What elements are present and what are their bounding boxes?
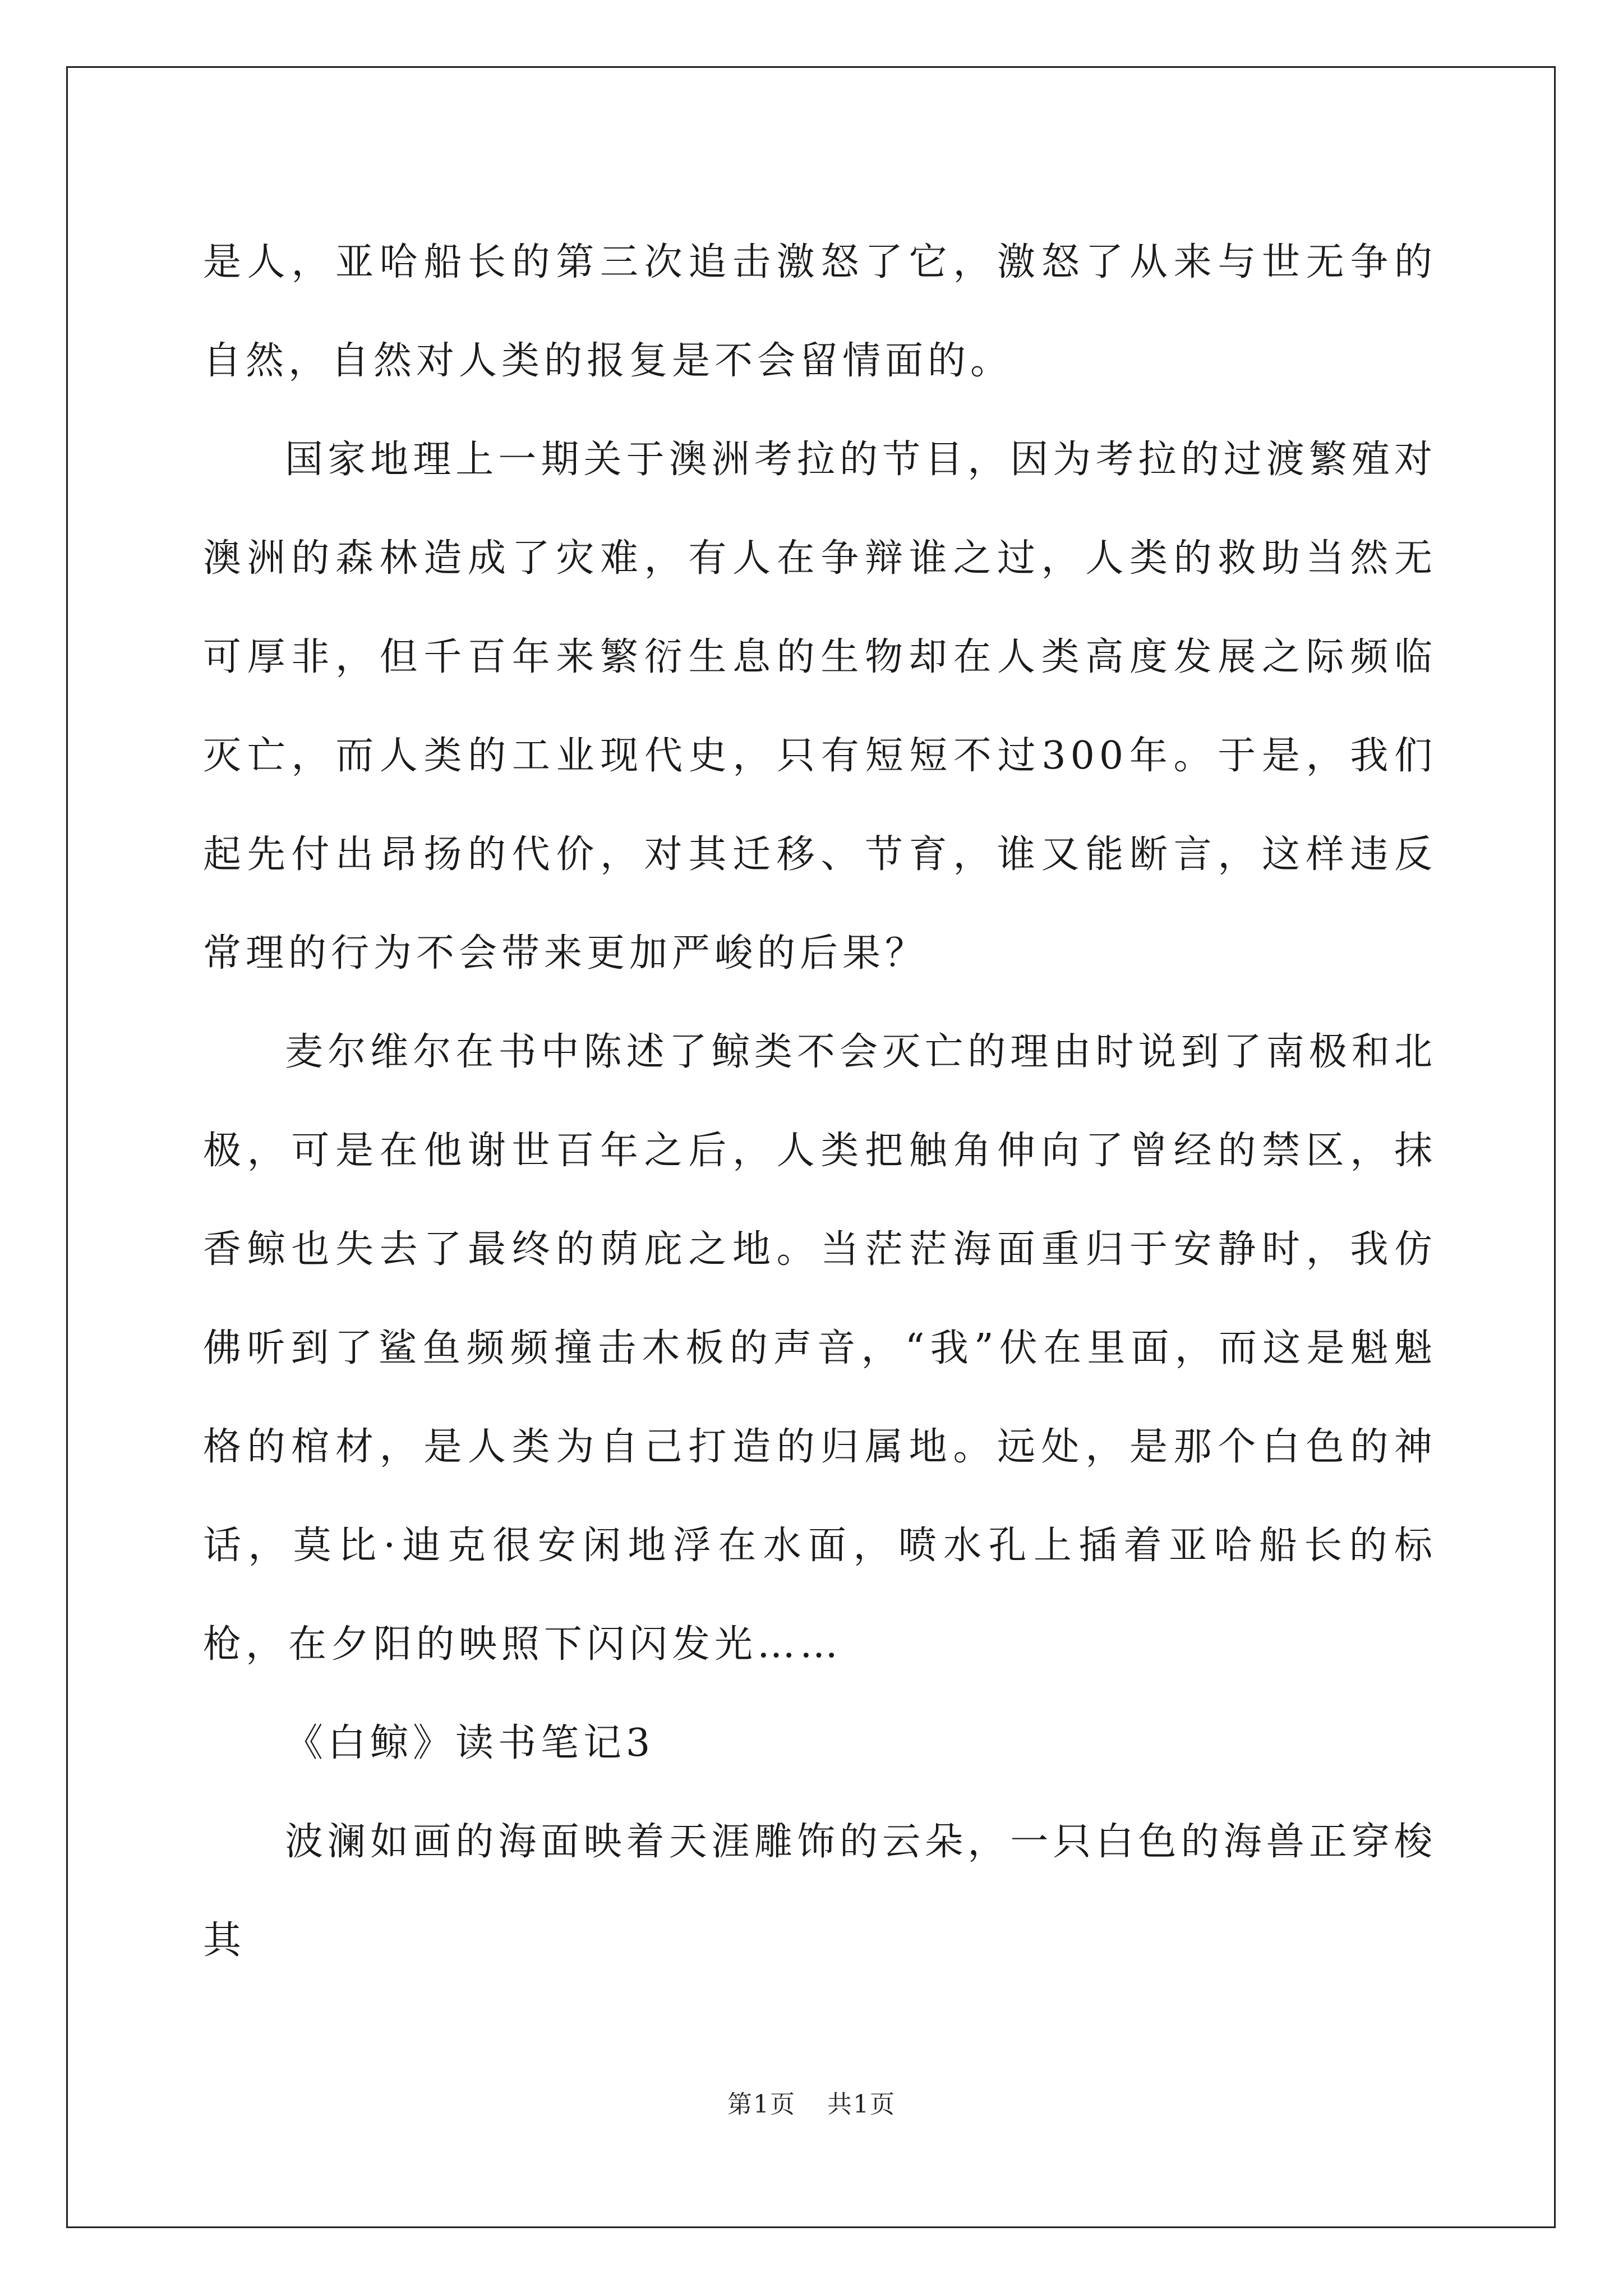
document-body [203,213,1437,1990]
section-heading: 《白鲸》读书笔记3 [285,1721,655,1765]
paragraph-4: 波澜如画的海面映着天涯雕饰的云朵，一只白色的海兽正穿梭其 [203,1820,1437,1963]
page-footer [0,2088,1623,2122]
paragraph-1: 是人，亚哈船长的第三次追击激怒了它，激怒了从来与世无争的自然，自然对人类的报复是不会留情面的。 [203,240,1437,383]
paragraph-2: 国家地理上一期关于澳洲考拉的节目，因为考拉的过渡繁殖对澳洲的森林造成了灾难，有人在争辩谁之过，人类的救助当然无可厚非，但千百年来繁衍生息的生物却在人类高度发展之际频临灭亡，而人类的工业现代史，只有短短不过300年。于是，我们起先付出昂扬的代价，对其迁移、节育，谁又能断言，这样违反常理的行为不会带来更加严峻的后果？ [203,438,1437,976]
page-total: 共1页 [827,2090,896,2119]
page-number: 第1页 [727,2090,796,2119]
paragraph-3: 麦尔维尔在书中陈述了鲸类不会灭亡的理由时说到了南极和北极，可是在他谢世百年之后，人类把触角伸向了曾经的禁区，抹香鲸也失去了最终的荫庇之地。当茫茫海面重归于安静时，我仿佛听到了鲨鱼频频撞击木板的声音，“我”伏在里面，而这是魁魁格的棺材，是人类为自己打造的归属地。远处，是那个白色的神话，莫比·迪克很安闲地浮在水面，喷水孔上插着亚哈船长的标枪，在夕阳的映照下闪闪发光…… [203,1030,1437,1667]
